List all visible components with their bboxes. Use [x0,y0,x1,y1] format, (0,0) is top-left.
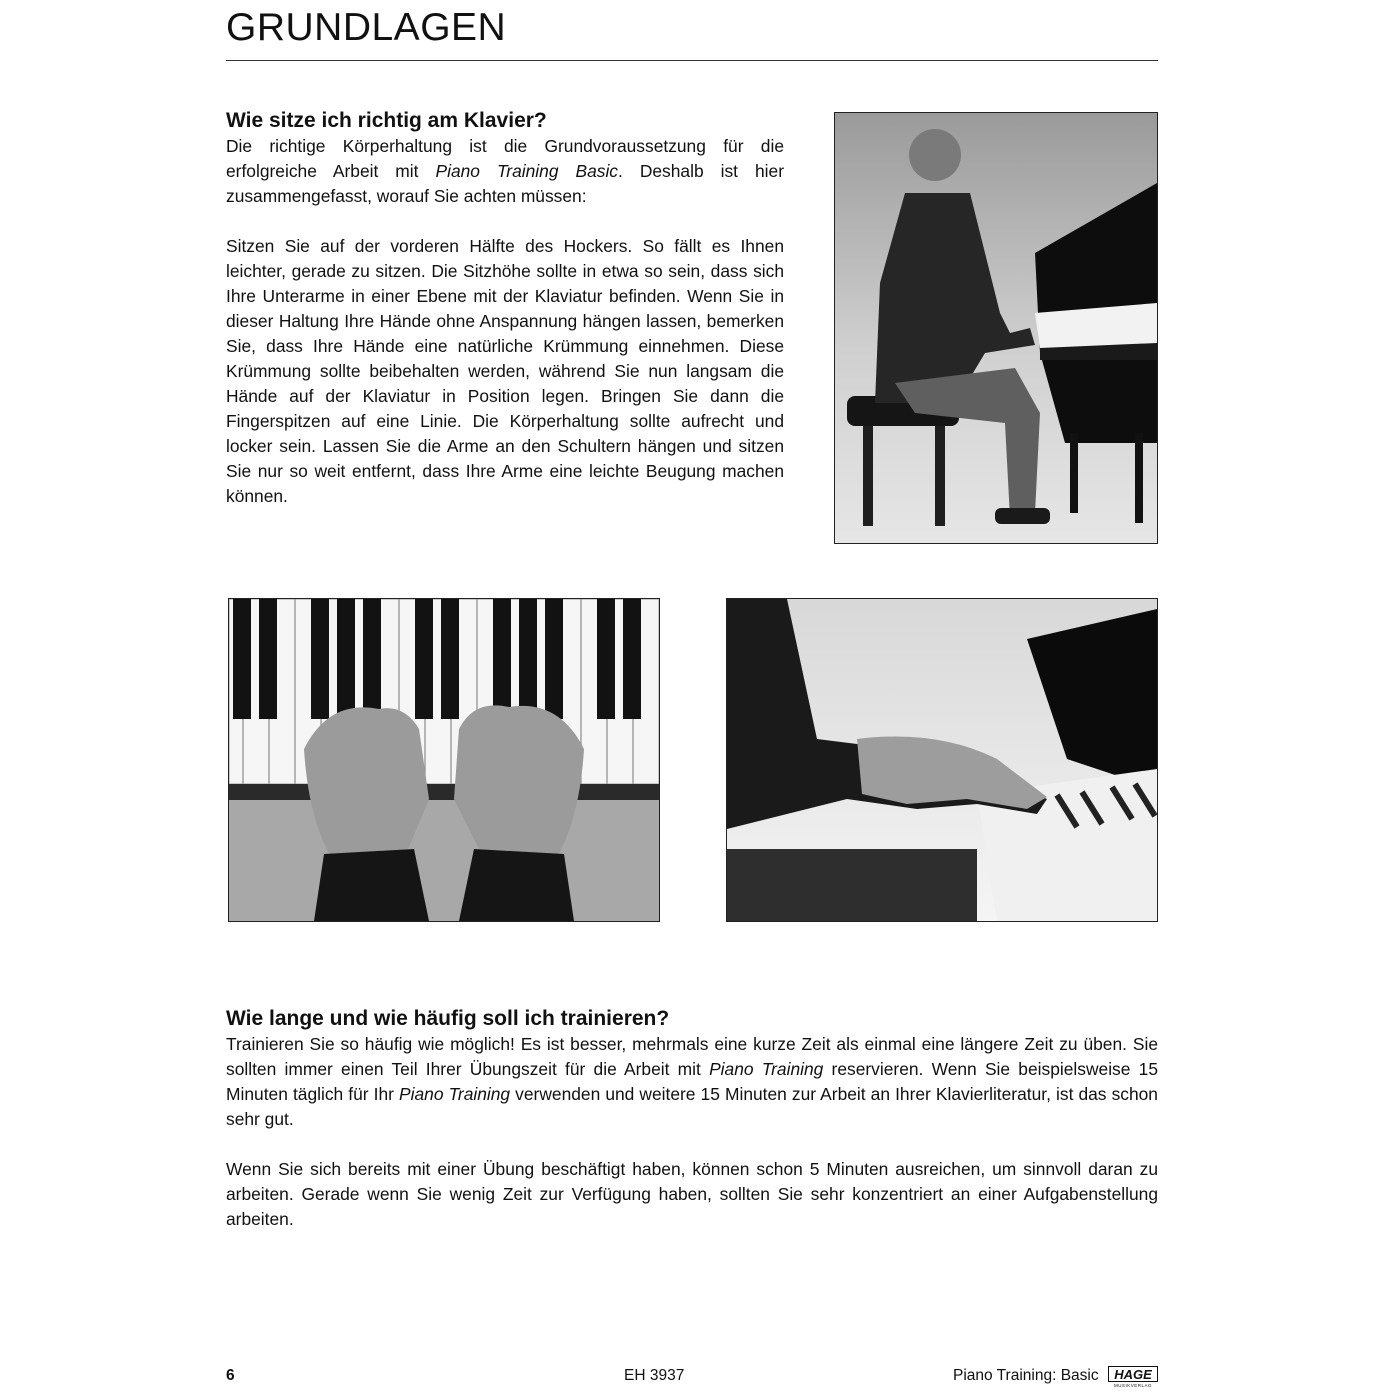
text-run: verwenden und weitere 15 Minuten zur Arbeit an Ihrer Klavierliteratur, ist das schon sehr gut. [226,1084,1158,1129]
paragraph [226,1157,1158,1232]
section-heading-posture: Wie sitze ich richtig am Klavier? [226,109,547,132]
text-run: reservieren. Wenn Sie beispielsweise 15 Minuten täglich für Ihr [226,1059,1158,1104]
italic-text-run: Piano Training [709,1059,824,1079]
italic-text-run: Piano Training [399,1084,511,1104]
svg-text:HAGE: HAGE [1114,1367,1152,1382]
title-divider [226,60,1158,61]
italic-text-run: Piano Training Basic [435,161,618,181]
svg-text:MUSIKVERLAG: MUSIKVERLAG [1113,1383,1153,1388]
section-body-posture [226,134,784,509]
section-heading-training: Wie lange und wie häufig soll ich trainieren? [226,1007,670,1030]
catalog-code: EH 3937 [624,1367,685,1384]
text-run: Die richtige Körperhaltung ist die Grundvoraussetzung für die erfolgreiche Arbeit mit [226,136,784,181]
hand-side-view-photo [726,598,1158,922]
publisher-logo [1108,1366,1158,1388]
page-number: 6 [226,1367,235,1384]
book-title: Piano Training: Basic [953,1367,1099,1384]
paragraph [226,134,784,209]
text-run: Sitzen Sie auf der vorderen Hälfte des Hockers. So fällt es Ihnen leichter, gerade zu sitzen. Die Sitzhöhe sollte in etwa so sein, dass sich Ihre Unterarme in einer Ebene mit der Klaviatur befinden. Wenn Sie in dieser Haltung Ihre Hände ohne Anspannung hängen lassen, bemerken Sie, dass Ihre Hände eine natürliche Krümmung einnehmen. Diese Krümmung sollte beibehalten werden, während Sie nun langsam die Hände auf der Klaviatur in Position legen. Bringen Sie dann die Fingerspitzen auf eine Linie. Die Körperhaltung sollte aufrecht und locker sein. Lassen Sie die Arme an den Schultern hängen und sitzen Sie nur so weit entfernt, dass Ihre Arme eine leichte Beugung machen können. [226,236,784,506]
hands-on-keyboard-photo [228,598,660,922]
paragraph [226,1032,1158,1132]
text-run: Wenn Sie sich bereits mit einer Übung beschäftigt haben, können schon 5 Minuten ausreichen, um sinnvoll daran zu arbeiten. Gerade wenn Sie wenig Zeit zur Verfügung haben, sollten Sie sehr konzentriert an einer Aufgabenstellung arbeiten. [226,1159,1158,1229]
paragraph [226,234,784,509]
page-title: GRUNDLAGEN [226,6,507,49]
section-body-training [226,1032,1158,1232]
pianist-seated-photo [834,112,1158,544]
text-run: . Deshalb ist hier zusammengefasst, worauf Sie achten müssen: [226,161,784,206]
text-run: Trainieren Sie so häufig wie möglich! Es ist besser, mehrmals eine kurze Zeit als einmal eine längere Zeit zu üben. Sie sollten immer einen Teil Ihrer Übungszeit für die Arbeit mit [226,1034,1158,1079]
